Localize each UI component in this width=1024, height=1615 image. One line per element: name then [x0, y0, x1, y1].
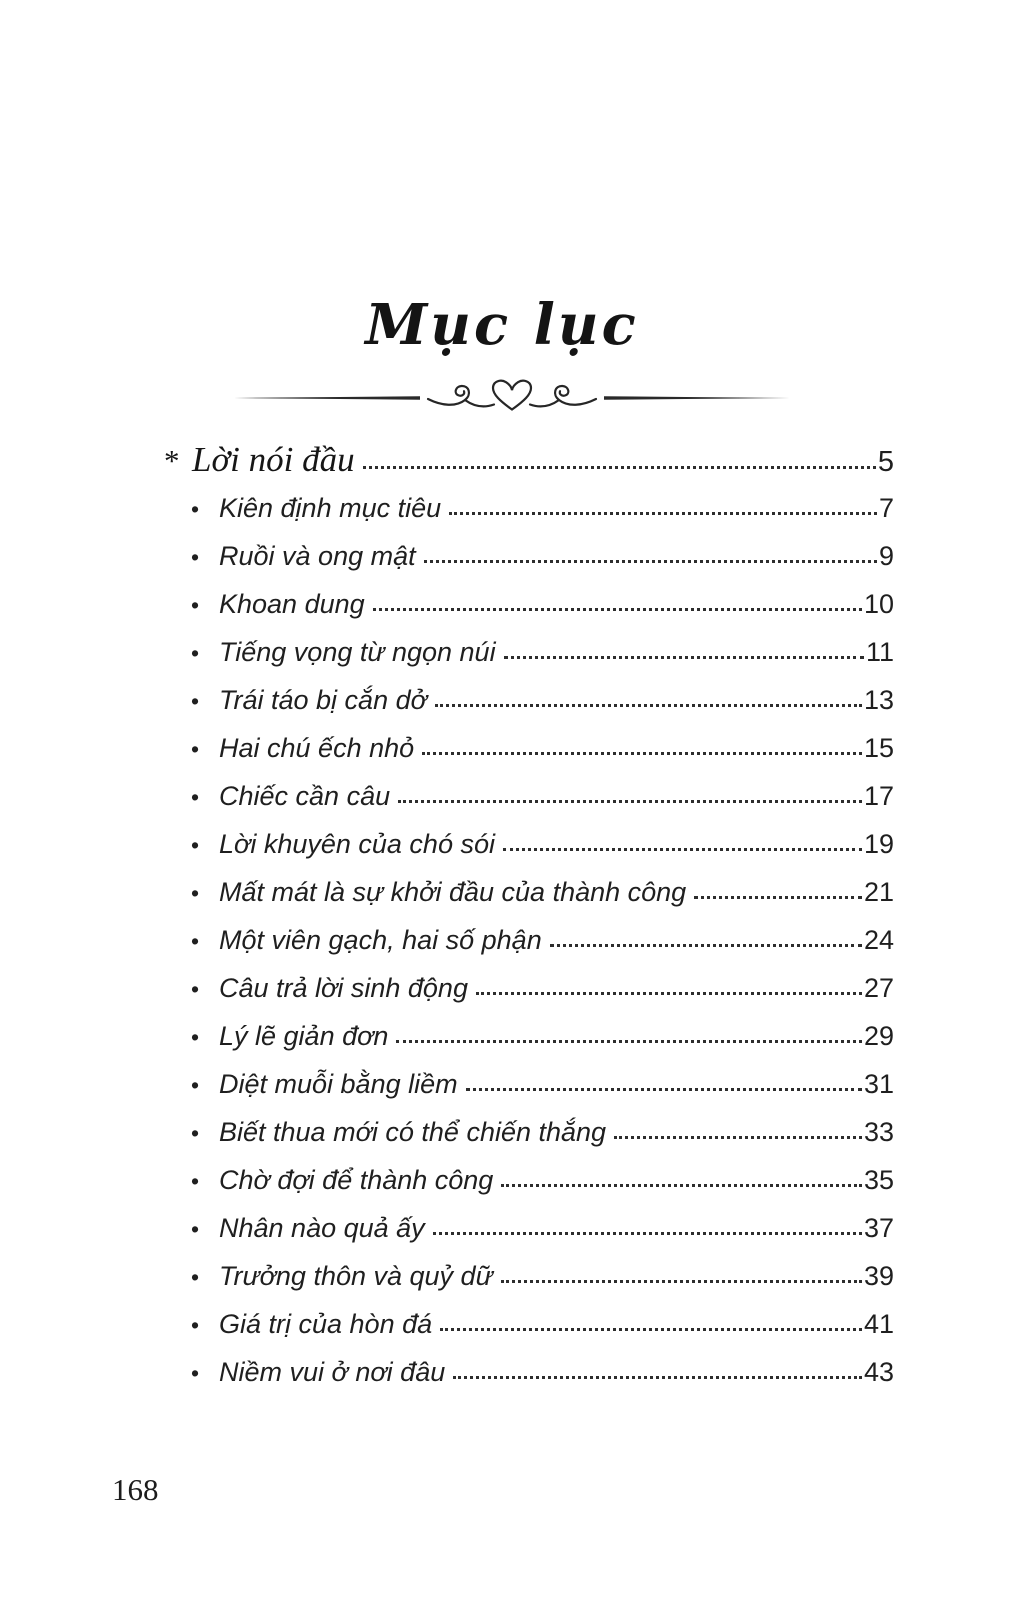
dot-leader [466, 1088, 862, 1091]
entry-page-number: 35 [863, 1165, 894, 1195]
dot-leader [363, 466, 876, 469]
bullet-icon: • [191, 1360, 200, 1386]
dot-leader [501, 1280, 862, 1283]
toc-row [164, 1300, 894, 1348]
bullet-icon: • [191, 688, 200, 714]
entry-page-number: 10 [863, 589, 894, 619]
toc-row [164, 868, 894, 916]
entry-page-number: 37 [863, 1213, 894, 1243]
entry-page-number: 7 [878, 493, 894, 523]
entry-title: Kiên định mục tiêu [219, 493, 442, 523]
dot-leader [614, 1136, 862, 1139]
dot-leader [422, 752, 862, 755]
bullet-icon: • [191, 1072, 200, 1098]
toc-row [164, 1252, 894, 1300]
bullet-icon: • [191, 1312, 200, 1338]
bullet-icon: • [191, 784, 200, 810]
toc-row [164, 580, 894, 628]
entry-title: Một viên gạch, hai số phận [219, 925, 542, 955]
bullet-icon: • [191, 832, 200, 858]
bullet-icon: • [191, 1264, 200, 1290]
entry-title: Chờ đợi để thành công [219, 1165, 494, 1195]
ornament-divider [232, 374, 792, 422]
toc-row [164, 1204, 894, 1252]
entry-page-number: 39 [863, 1261, 894, 1291]
entry-title: Chiếc cần câu [219, 781, 391, 811]
toc-row [164, 964, 894, 1012]
entry-title: Lời nói đầu [192, 440, 355, 479]
entry-page-number: 33 [863, 1117, 894, 1147]
entry-title: Câu trả lời sinh động [219, 973, 468, 1003]
entry-page-number: 21 [863, 877, 894, 907]
entry-page-number: 24 [863, 925, 894, 955]
dot-leader [435, 704, 862, 707]
entry-page-number: 5 [877, 446, 894, 478]
bullet-icon: • [191, 1120, 200, 1146]
entry-title: Diệt muỗi bằng liềm [219, 1069, 458, 1099]
bullet-icon: • [191, 1024, 200, 1050]
toc-row [164, 436, 894, 484]
bullet-icon: • [191, 640, 200, 666]
entry-title: Hai chú ếch nhỏ [219, 733, 415, 763]
bullet-icon: • [191, 928, 200, 954]
toc-row [164, 676, 894, 724]
entry-page-number: 29 [863, 1021, 894, 1051]
dot-leader [440, 1328, 862, 1331]
toc-row [164, 772, 894, 820]
toc-row [164, 1060, 894, 1108]
dot-leader [504, 656, 864, 659]
entry-page-number: 31 [863, 1069, 894, 1099]
toc-row [164, 820, 894, 868]
left-swirl-icon [428, 386, 469, 405]
right-swirl-icon [555, 386, 596, 405]
toc-row [164, 628, 894, 676]
entry-title: Niềm vui ở nơi đâu [219, 1357, 446, 1387]
bullet-icon: • [191, 736, 200, 762]
entry-title: Ruồi và ong mật [219, 541, 416, 571]
right-bridge [530, 400, 559, 406]
toc-row [164, 1012, 894, 1060]
toc-row [164, 484, 894, 532]
toc-row [164, 916, 894, 964]
bullet-icon: • [191, 592, 200, 618]
toc-list [164, 436, 894, 1396]
folio-page-number: 168 [112, 1472, 159, 1507]
bullet-icon: • [191, 1168, 200, 1194]
entry-page-number: 43 [863, 1357, 894, 1387]
dot-leader [373, 608, 862, 611]
entry-page-number: 11 [865, 637, 894, 667]
entry-page-number: 15 [863, 733, 894, 763]
entry-title: Trái táo bị cắn dở [219, 685, 427, 715]
toc-row [164, 532, 894, 580]
entry-page-number: 13 [863, 685, 894, 715]
asterisk-marker: * [164, 443, 180, 478]
entry-title: Giá trị của hòn đá [219, 1309, 433, 1339]
dot-leader [453, 1376, 862, 1379]
entry-title: Lời khuyên của chó sói [219, 829, 495, 859]
entry-page-number: 19 [863, 829, 894, 859]
left-bridge [465, 400, 494, 406]
entry-page-number: 41 [863, 1309, 894, 1339]
dot-leader [550, 944, 862, 947]
bullet-icon: • [191, 880, 200, 906]
entry-page-number: 9 [878, 541, 894, 571]
entry-title: Mất mát là sự khởi đầu của thành công [219, 877, 687, 907]
toc-row [164, 724, 894, 772]
entry-page-number: 17 [863, 781, 894, 811]
entry-title: Trưởng thôn và quỷ dữ [219, 1261, 493, 1291]
dot-leader [476, 992, 862, 995]
toc-row [164, 1348, 894, 1396]
dot-leader [396, 1040, 862, 1043]
dot-leader [424, 560, 877, 563]
entry-title: Lý lẽ giản đơn [219, 1021, 389, 1051]
dot-leader [694, 896, 862, 899]
entry-title: Tiếng vọng từ ngọn núi [219, 637, 496, 667]
dot-leader [398, 800, 862, 803]
entry-title: Biết thua mới có thể chiến thắng [219, 1117, 607, 1147]
toc-row [164, 1156, 894, 1204]
dot-leader [503, 848, 862, 851]
bullet-icon: • [191, 496, 200, 522]
dot-leader [501, 1184, 862, 1187]
dot-leader [433, 1232, 862, 1235]
bullet-icon: • [191, 544, 200, 570]
page-title: Mục lục [365, 292, 639, 358]
bullet-icon: • [191, 976, 200, 1002]
bullet-icon: • [191, 1216, 200, 1242]
toc-row [164, 1108, 894, 1156]
entry-title: Nhân nào quả ấy [219, 1213, 425, 1243]
dot-leader [449, 512, 877, 515]
heart-icon [493, 381, 531, 410]
left-rule [234, 396, 420, 400]
right-rule [604, 396, 790, 400]
entry-title: Khoan dung [219, 589, 365, 619]
entry-page-number: 27 [863, 973, 894, 1003]
